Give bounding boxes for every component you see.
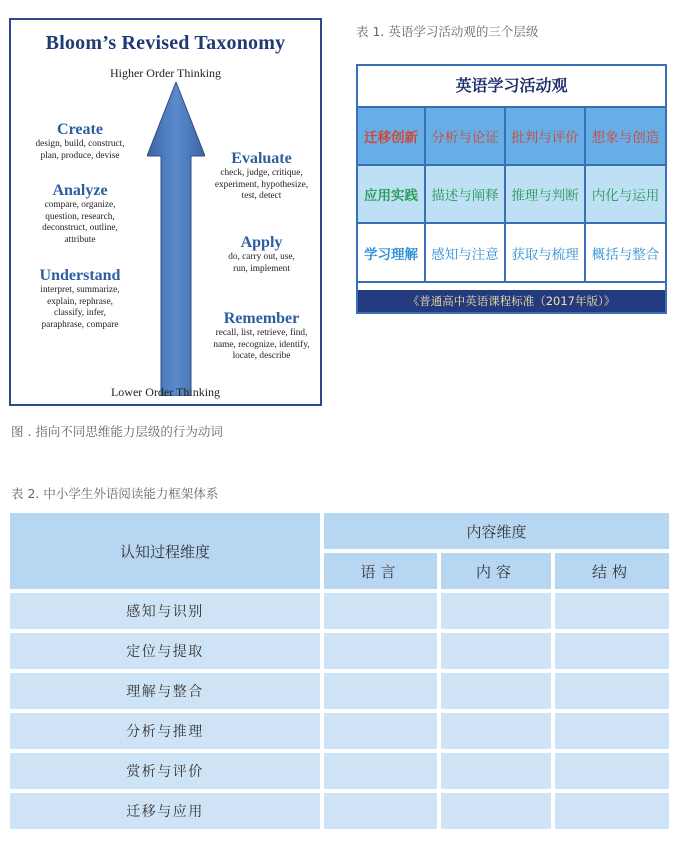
level-understand [17,266,143,331]
level-evaluate-name: Evaluate [231,150,292,167]
table2-caption: 表 2. 中小学生外语阅读能力框架体系 [11,486,219,501]
level-understand-verbs-4: paraphrase, compare [41,319,119,330]
table2-subheader-language: 语言 [324,553,437,589]
bloom-title: Bloom’s Revised Taxonomy [45,32,286,54]
table2-row-label: 感知与识别 [10,593,320,629]
level-understand-name: Understand [39,267,121,284]
level-evaluate [203,149,320,203]
level-evaluate-verbs-3: test, detect [241,191,282,201]
lower-order-label: Lower Order Thinking [110,385,221,399]
table2-cell [555,593,669,629]
table2-cell [441,713,551,749]
table2-cell [555,633,669,669]
level-create-verbs-2: plan, produce, devise [40,150,120,161]
table2-row-label: 迁移与应用 [10,793,320,829]
level-create-name: Create [57,121,103,138]
table1-cell: 推理与判断 [506,166,586,224]
table2-cell [324,633,437,669]
level-create [17,120,143,162]
higher-order-label: Higher Order Thinking [109,66,222,80]
table2-cell [441,593,551,629]
level-remember-verbs-1: recall, list, retrieve, find, [215,328,308,338]
level-analyze-verbs-1: compare, organize, [44,200,116,210]
table1-cell: 迁移创新 [358,108,426,166]
table2-cell [324,753,437,789]
table1-footer: 《普通高中英语课程标准（2017年版）》 [358,290,665,312]
level-analyze-verbs-4: attribute [64,234,96,245]
level-understand-verbs-2: explain, rephrase, [47,296,113,307]
table2-cell [441,673,551,709]
level-create-verbs-1: design, build, construct, [35,139,125,149]
table2-cell [324,713,437,749]
table2-subheader-content: 内容 [441,553,551,589]
figure-caption: 图 . 指向不同思维能力层级的行为动词 [11,424,223,439]
level-analyze-verbs-2: question, research, [45,211,115,222]
table2-subheader-structure: 结构 [555,553,669,589]
level-understand-verbs-3: classify, infer, [54,308,106,318]
table2-row-header: 认知过程维度 [10,513,320,589]
bloom-taxonomy-figure [9,18,322,406]
level-analyze-name: Analyze [52,182,108,199]
table1-cell: 分析与论证 [426,108,506,166]
table2 [10,513,669,833]
level-evaluate-verbs-1: check, judge, critique, [220,168,303,178]
table2-col-header: 内容维度 [324,513,669,549]
table1-cell: 感知与注意 [426,224,506,283]
table1-cell: 概括与整合 [586,224,665,283]
table2-row-label: 赏析与评价 [10,753,320,789]
table2-cell [555,673,669,709]
level-analyze-verbs-3: deconstruct, outline, [42,223,118,233]
level-understand-verbs-1: interpret, summarize, [40,285,120,295]
table1-caption: 表 1. 英语学习活动观的三个层级 [356,24,539,39]
table1-cell: 学习理解 [358,224,426,283]
table1-cell: 描述与阐释 [426,166,506,224]
table2-row-label: 理解与整合 [10,673,320,709]
table2-cell [555,713,669,749]
table2-cell [555,753,669,789]
level-remember-name: Remember [223,310,300,327]
table2-cell [324,593,437,629]
table2-row-label: 定位与提取 [10,633,320,669]
level-remember-verbs-3: locate, describe [232,351,291,361]
table1-cell: 想象与创造 [586,108,665,166]
level-apply-verbs-1: do, carry out, use, [228,252,295,262]
upward-arrow-icon [147,82,205,396]
table2-cell [324,793,437,829]
table1-cell: 内化与运用 [586,166,665,224]
table1-header: 英语学习活动观 [455,76,568,95]
table2-cell [555,793,669,829]
table2-cell [441,793,551,829]
level-remember [203,309,320,363]
table1-cell: 批判与评价 [506,108,586,166]
table2-cell [441,633,551,669]
table2-cell [441,753,551,789]
level-apply [203,233,320,275]
table1-grid [358,106,665,283]
level-apply-name: Apply [240,234,283,251]
table1-cell: 获取与梳理 [506,224,586,283]
table2-cell [324,673,437,709]
table2-row-label: 分析与推理 [10,713,320,749]
level-evaluate-verbs-2: experiment, hypothesize, [214,179,309,190]
level-analyze [17,181,143,246]
level-remember-verbs-2: name, recognize, identify, [213,339,310,350]
table1 [356,64,667,314]
table1-cell: 应用实践 [358,166,426,224]
level-apply-verbs-2: run, implement [233,263,290,274]
